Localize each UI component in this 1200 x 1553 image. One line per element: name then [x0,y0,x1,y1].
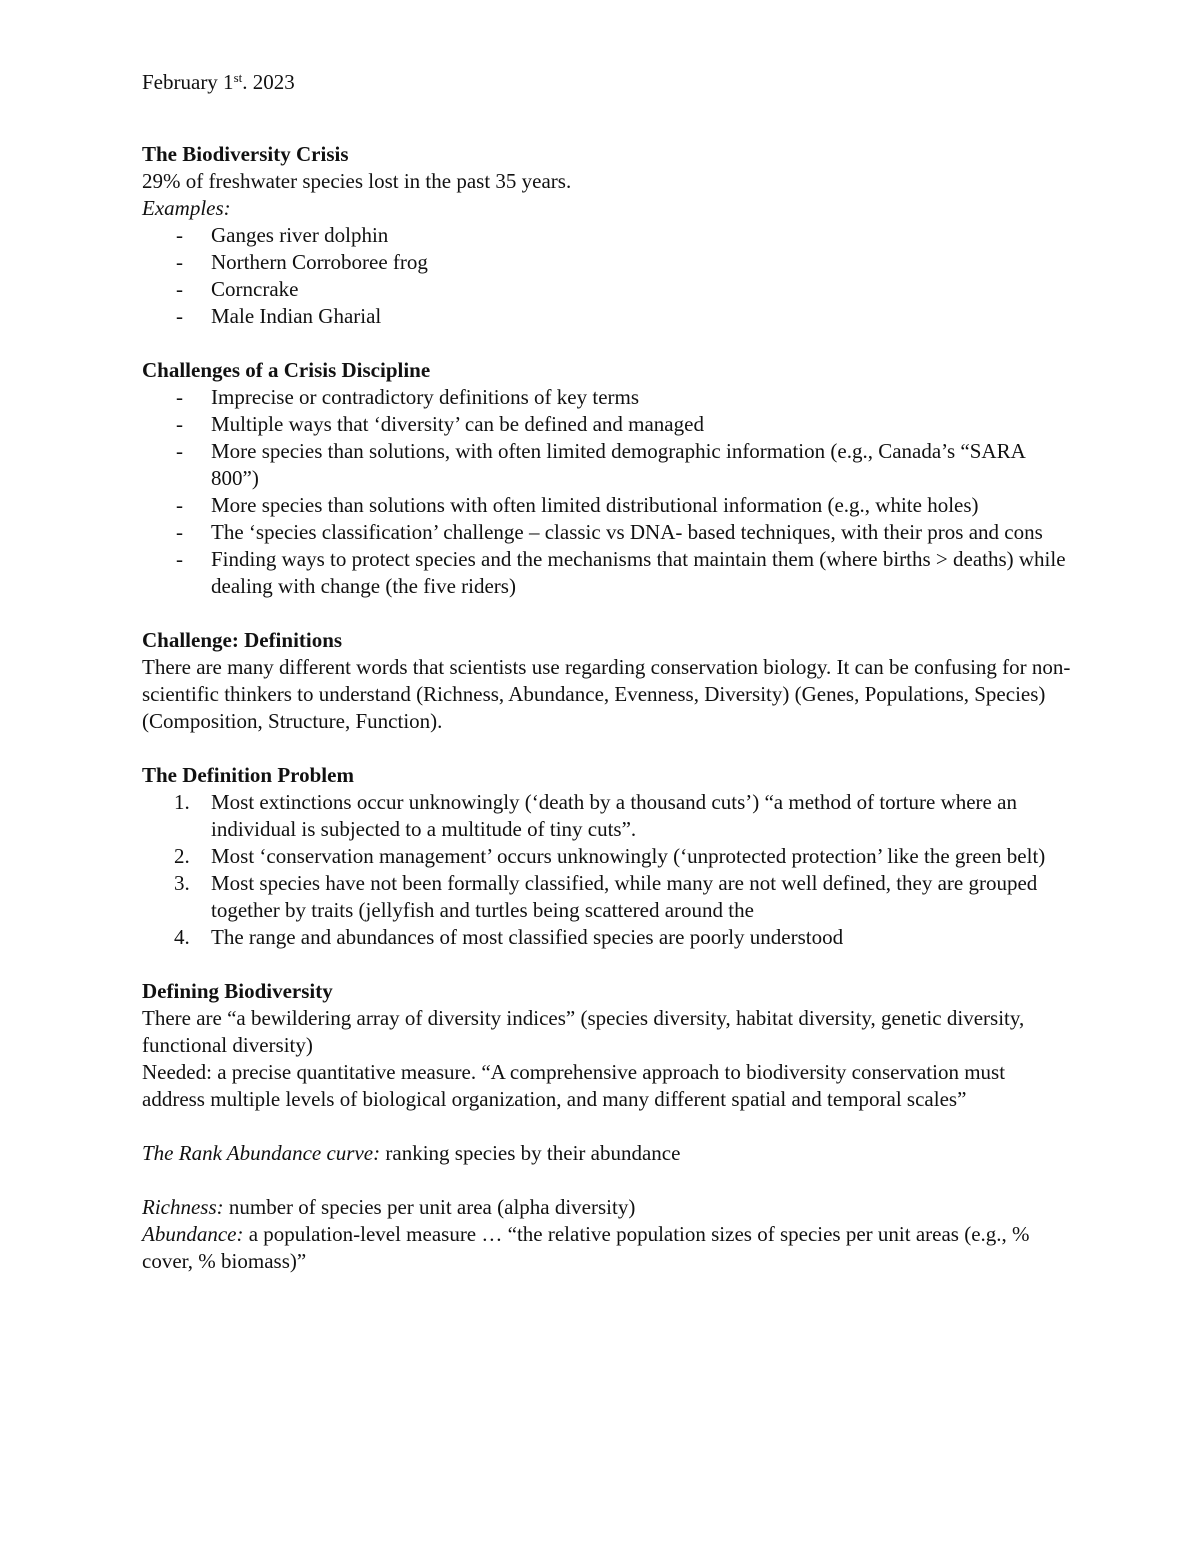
term-abundance: Abundance: [142,1222,244,1246]
term-richness: Richness: [142,1195,224,1219]
date-year: . 2023 [242,70,295,94]
list-item: - More species than solutions with often limited distributional information (e.g., white holes) [176,493,979,517]
date-superscript: st [233,70,243,85]
document-date [142,69,1072,96]
list-item: - Male Indian Gharial [176,304,382,328]
list-item: 2. Most ‘conservation management’ occurs unknowingly (‘unprotected protection’ like the green belt) [174,844,1046,868]
list-item: - Ganges river dolphin [176,223,389,247]
section-heading: Challenges of a Crisis Discipline [142,358,431,382]
defining-paragraph-1: There are “a bewildering array of diversity indices” (species diversity, habitat diversity, genetic diversity, functional diversity) [142,1006,1025,1057]
rank-abundance-line [142,1140,1072,1167]
section-heading: The Definition Problem [142,763,354,787]
term-rank-abundance: The Rank Abundance curve: [142,1141,381,1165]
list-item: - The ‘species classification’ challenge – classic vs DNA- based techniques, with their pros and cons [176,520,1043,544]
section-challenges [142,357,1072,600]
defining-paragraph-2: Needed: a precise quantitative measure. “A comprehensive approach to biodiversity conservation must address multiple levels of biological organization, and many different spatial and temporal scales” [142,1060,1006,1111]
list-item: - Northern Corroboree frog [176,250,428,274]
rank-abundance-text: ranking species by their abundance [380,1141,681,1165]
richness-line [142,1194,1072,1221]
section-heading: Defining Biodiversity [142,979,333,1003]
definitions-body: There are many different words that scientists use regarding conservation biology. It can be confusing for non-scientific thinkers to understand (Richness, Abundance, Evenness, Diversity) (Genes, Populations, Species) (Composition, Structure, Function). [142,655,1071,733]
section-definition-problem [142,762,1072,951]
list-item: 3. Most species have not been formally classified, while many are not well defined, they are grouped together by traits (jellyfish and turtles being scattered around the [174,871,1038,922]
list-item: - Corncrake [176,277,299,301]
section-biodiversity-crisis [142,141,1072,330]
list-item: - Finding ways to protect species and the mechanisms that maintain them (where births > deaths) while dealing with change (the five riders) [176,547,1066,598]
challenges-list [142,384,1072,600]
list-item: 1. Most extinctions occur unknowingly (‘death by a thousand cuts’) “a method of torture where an individual is subjected to a multitude of tiny cuts”. [174,790,1017,841]
examples-list [142,222,1072,330]
examples-label: Examples: [142,196,231,220]
date-text: February 1 [142,70,234,94]
abundance-line [142,1221,1072,1275]
list-item: - More species than solutions, with often limited demographic information (e.g., Canada’s “SARA 800”) [176,439,1025,490]
richness-text: number of species per unit area (alpha diversity) [223,1195,636,1219]
section-defining-biodiversity [142,978,1072,1275]
definition-problem-list [142,789,1072,951]
section-definitions [142,627,1072,735]
document-page [142,69,1072,1275]
abundance-text: a population-level measure … “the relative population sizes of species per unit areas (e.g., % cover, % biomass)” [142,1222,1030,1273]
section-heading: Challenge: Definitions [142,628,343,652]
crisis-statistic: 29% of freshwater species lost in the past 35 years. [142,169,572,193]
list-item: 4. The range and abundances of most classified species are poorly understood [174,925,844,949]
section-heading: The Biodiversity Crisis [142,142,349,166]
list-item: - Imprecise or contradictory definitions of key terms [176,385,640,409]
list-item: - Multiple ways that ‘diversity’ can be defined and managed [176,412,704,436]
